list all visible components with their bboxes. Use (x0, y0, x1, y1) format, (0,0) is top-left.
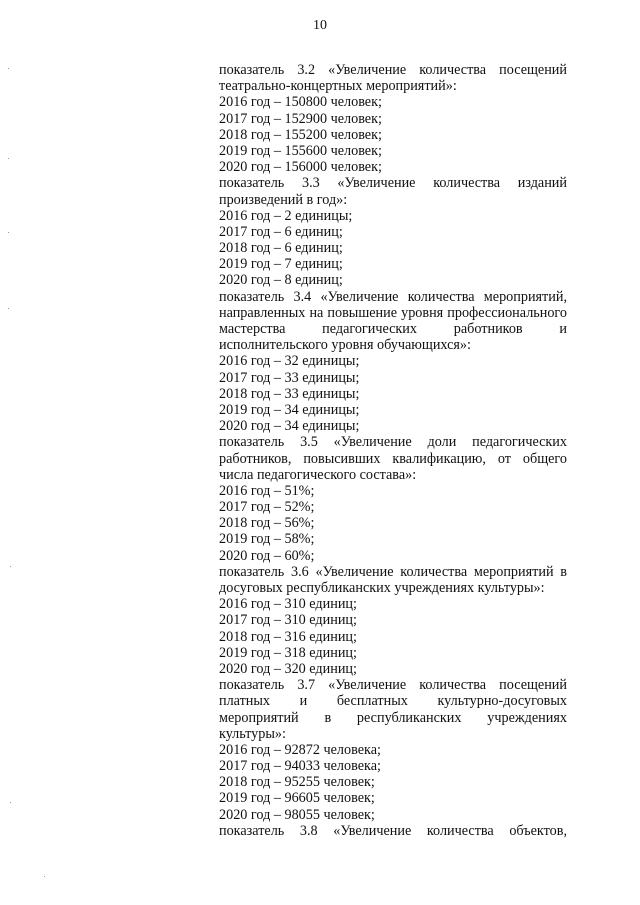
text-line: 2018 год – 33 единицы; (219, 385, 360, 402)
text-line: 2018 год – 155200 человек; (219, 126, 382, 143)
text-line: досуговых республиканских учреждениях культуры»: (219, 580, 545, 596)
text-line: 2017 год – 33 единицы; (219, 369, 360, 386)
text-line: 2016 год – 51%; (219, 482, 315, 499)
scan-speck (44, 876, 45, 877)
text-line: культуры»: (219, 725, 286, 742)
text-line: показатель 3.4 «Увеличение количества мероприятий, (219, 288, 567, 305)
text-line: 2020 год – 98055 человек; (219, 806, 375, 823)
document-body (219, 62, 567, 839)
text-line: показатель 3.3 «Увеличение количества изданий (219, 175, 567, 192)
text-line: 2017 год – 52%; (219, 499, 315, 516)
text-line: показатель 3.7 «Увеличение количества посещений (219, 677, 567, 694)
scan-speck (8, 68, 9, 69)
text-line: мастерства педагогических работников и (219, 321, 567, 337)
page-number: 10 (313, 18, 327, 33)
text-line: 2019 год – 34 единицы; (219, 401, 360, 418)
scan-speck (10, 802, 11, 803)
text-line: 2020 год – 34 единицы; (219, 418, 360, 435)
text-line: 2019 год – 58%; (219, 531, 315, 548)
text-line: числа педагогического состава»: (219, 466, 417, 483)
text-line: 2019 год – 96605 человек; (219, 790, 375, 807)
text-line: исполнительского уровня обучающихся»: (219, 337, 471, 354)
text-line: работников, повысивших квалификацию, от общего (219, 450, 567, 467)
text-line: 2018 год – 95255 человек; (219, 774, 375, 791)
text-line: 2020 год – 156000 человек; (219, 159, 382, 176)
text-line: платных и бесплатных культурно-досуговых (219, 693, 567, 710)
text-line: 2020 год – 8 единиц; (219, 272, 343, 289)
text-line: театрально-концертных мероприятий»: (219, 78, 457, 95)
text-line: 2017 год – 6 единиц; (219, 223, 343, 240)
text-line: 2016 год – 32 единицы; (219, 353, 360, 370)
text-line: 2019 год – 155600 человек; (219, 142, 382, 159)
scan-speck (8, 308, 9, 309)
text-line: 2020 год – 60%; (219, 547, 315, 564)
scan-speck (10, 566, 11, 567)
text-line: 2018 год – 316 единиц; (219, 628, 357, 645)
text-line: мероприятий в республиканских учреждениях (219, 709, 567, 726)
text-line: 2017 год – 94033 человека; (219, 758, 381, 775)
text-line: 2016 год – 310 единиц; (219, 596, 357, 613)
text-line: 2019 год – 318 единиц; (219, 644, 357, 661)
text-line: показатель 3.2 «Увеличение количества посещений (219, 62, 567, 78)
text-line: показатель 3.8 «Увеличение количества объектов, (219, 822, 567, 839)
text-line: 2016 год – 2 единицы; (219, 207, 353, 224)
scan-speck (8, 232, 9, 233)
text-line: 2020 год – 320 единиц; (219, 660, 357, 677)
text-line: 2018 год – 6 единиц; (219, 240, 343, 257)
text-line: 2016 год – 150800 человек; (219, 94, 382, 111)
scan-speck (8, 158, 9, 159)
text-line: 2018 год – 56%; (219, 515, 315, 532)
text-line: произведений в год»: (219, 191, 348, 208)
text-line: показатель 3.6 «Увеличение количества мероприятий в (219, 563, 567, 580)
text-line: направленных на повышение уровня профессионального (219, 304, 567, 321)
text-line: показатель 3.5 «Увеличение доли педагогических (219, 434, 567, 451)
text-line: 2017 год – 310 единиц; (219, 612, 357, 629)
text-line: 2019 год – 7 единиц; (219, 256, 343, 273)
text-line: 2016 год – 92872 человека; (219, 741, 381, 758)
text-line: 2017 год – 152900 человек; (219, 110, 382, 127)
